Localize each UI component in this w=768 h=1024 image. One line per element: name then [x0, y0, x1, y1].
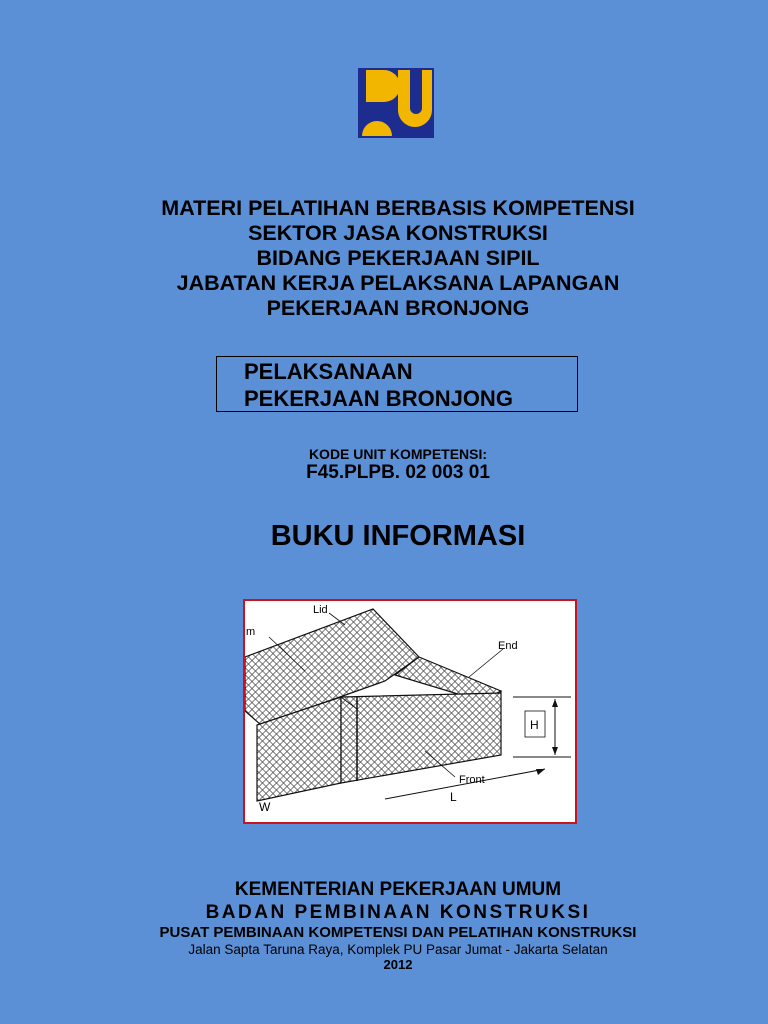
unit-title-line-1: PELAKSANAAN	[244, 359, 413, 384]
label-end: End	[498, 640, 518, 652]
competency-code-value: F45.PLPB. 02 003 01	[306, 462, 490, 483]
footer-agency: BADAN PEMBINAAN KONSTRUKSI	[205, 902, 591, 923]
title-line-1: MATERI PELATIHAN BERBASIS KOMPETENSI	[161, 196, 635, 220]
label-length: L	[450, 790, 457, 804]
gabion-front-right	[341, 693, 501, 783]
title-line-4: JABATAN KERJA PELAKSANA LAPANGAN	[176, 271, 620, 295]
footer-year: 2012	[383, 957, 413, 972]
title-line-2: SEKTOR JASA KONSTRUKSI	[248, 221, 548, 245]
document-type-heading: BUKU INFORMASI	[270, 520, 526, 552]
label-height: H	[530, 718, 539, 732]
label-lid: Lid	[313, 604, 328, 616]
label-diaphragm: m	[246, 626, 256, 638]
pu-logo-icon	[358, 68, 434, 138]
label-front: Front	[459, 774, 485, 786]
label-width: W	[259, 800, 271, 814]
competency-code-label: KODE UNIT KOMPETENSI:	[308, 446, 488, 462]
gabion-diagram	[243, 599, 577, 824]
footer-ministry: KEMENTERIAN PEKERJAAN UMUM	[234, 879, 562, 900]
unit-title-box	[216, 356, 578, 412]
title-line-3: BIDANG PEKERJAAN SIPIL	[256, 246, 540, 270]
footer-address: Jalan Sapta Taruna Raya, Komplek PU Pasar Jumat - Jakarta Selatan	[188, 942, 608, 957]
footer-center: PUSAT PEMBINAAN KOMPETENSI DAN PELATIHAN KONSTRUKSI	[159, 924, 637, 941]
unit-title-line-2: PEKERJAAN BRONJONG	[244, 386, 513, 411]
course-title-block	[0, 196, 768, 321]
title-line-5: PEKERJAAN BRONJONG	[266, 296, 530, 320]
